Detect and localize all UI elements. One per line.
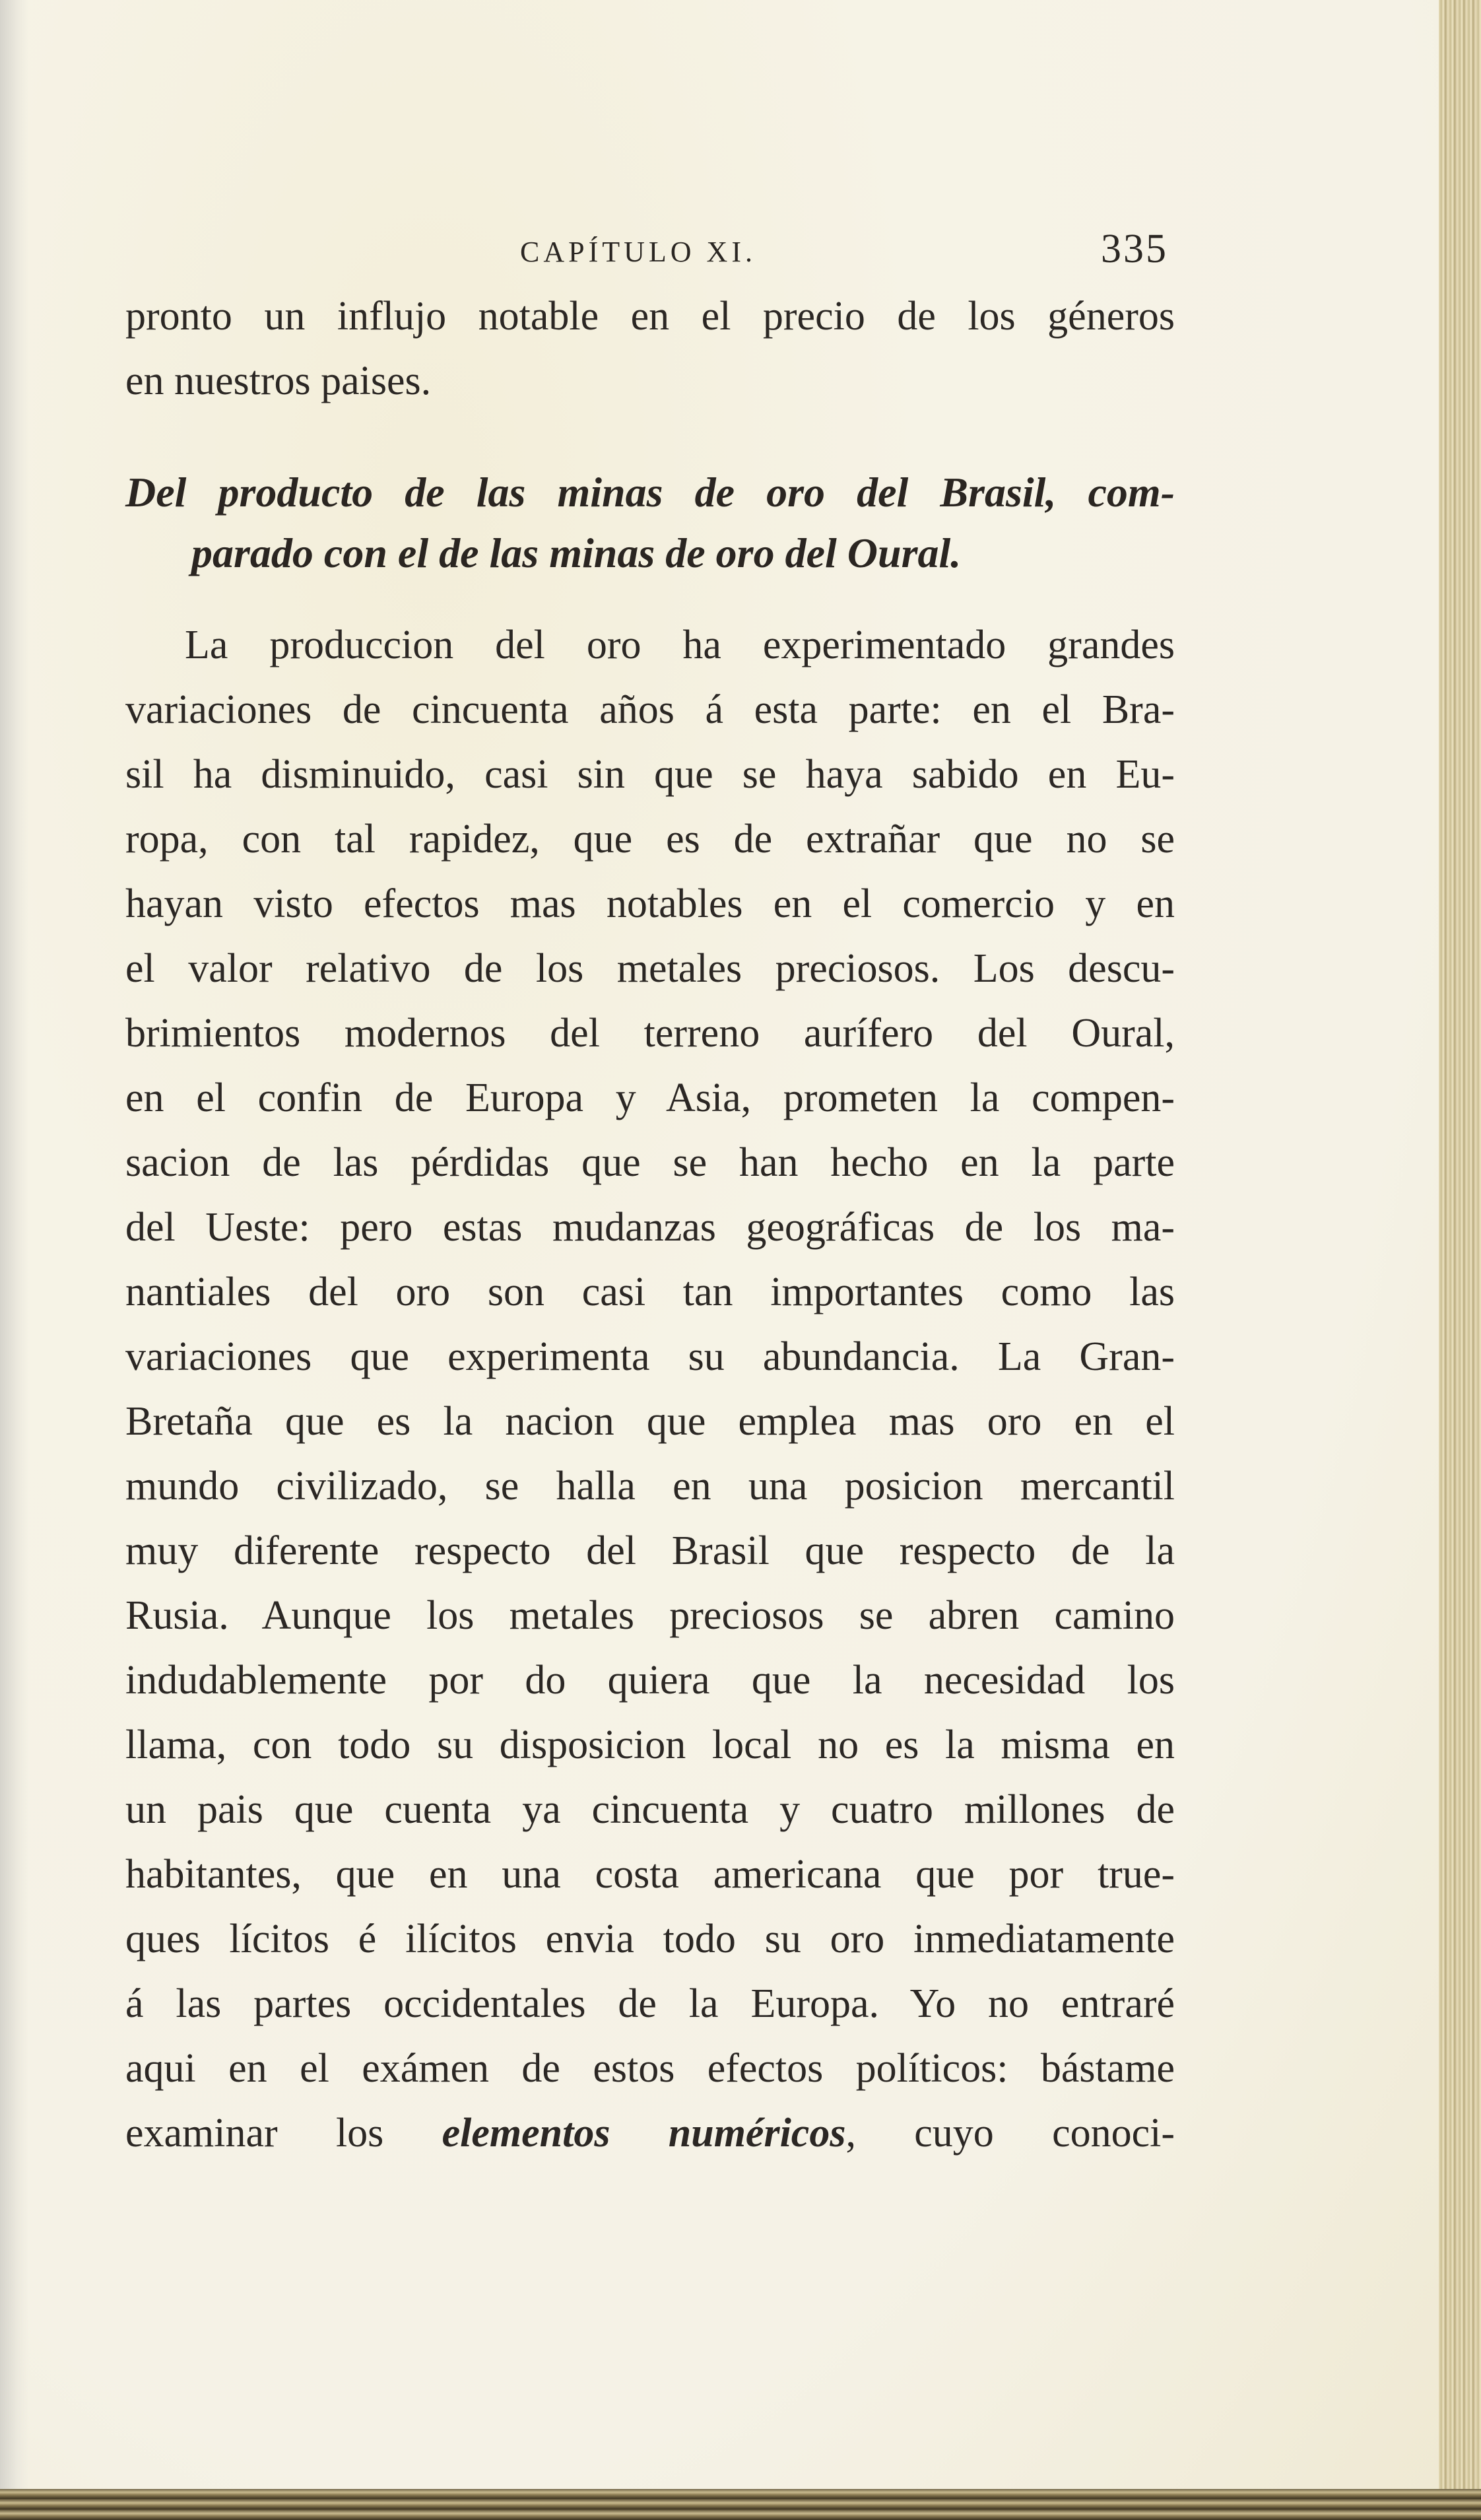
heading-line: Del producto de las minas de oro del Brasil, com- (125, 469, 1175, 516)
body-paragraph (125, 613, 1175, 2165)
page-bottom-edge (0, 2489, 1481, 2520)
text-line-with-emphasis (125, 2101, 1175, 2165)
text-line: sil ha disminuido, casi sin que se haya sabido en Eu- (125, 752, 1175, 797)
text-line: ques lícitos é ilícitos envia todo su oro inmediatamente (125, 1917, 1175, 1961)
text-line: el valor relativo de los metales preciosos. Los descu- (125, 946, 1175, 991)
running-head (125, 226, 1168, 283)
text-line: á las partes occidentales de la Europa. Yo no entraré (125, 1981, 1175, 2026)
text-line: brimientos modernos del terreno aurífero del Oural, (125, 1011, 1175, 1056)
text-line: mundo civilizado, se halla en una posicion mercantil (125, 1464, 1175, 1509)
page-gutter (0, 0, 29, 2489)
text-line: aqui en el exámen de estos efectos políticos: bástame (125, 2046, 1175, 2091)
text-segment: , cuyo conoci- (845, 2111, 1175, 2156)
text-line: pronto un influjo notable en el precio de los géneros (125, 294, 1175, 339)
text-line: en el confin de Europa y Asia, prometen la compen- (125, 1075, 1175, 1120)
text-line: variaciones de cincuenta años á esta parte: en el Bra- (125, 687, 1175, 732)
text-line: llama, con todo su disposicion local no es la misma en (125, 1722, 1175, 1767)
text-block (125, 284, 1175, 2165)
text-line: La produccion del oro ha experimentado grandes (185, 623, 1175, 667)
text-line: nantiales del oro son casi tan importantes como las (125, 1270, 1175, 1314)
text-line: muy diferente respecto del Brasil que respecto de la (125, 1528, 1175, 1573)
page-number: 335 (1101, 226, 1168, 271)
text-line: habitantes, que en una costa americana que por true- (125, 1852, 1175, 1897)
section-heading (125, 462, 1175, 584)
chapter-title: CAPÍTULO XI. (520, 236, 756, 268)
text-line: Rusia. Aunque los metales preciosos se abren camino (125, 1593, 1175, 1638)
text-line: en nuestros paises. (125, 358, 432, 403)
text-segment: examinar los (125, 2111, 442, 2156)
text-line: del Ueste: pero estas mudanzas geográficas de los ma- (125, 1205, 1175, 1250)
text-line: hayan visto efectos mas notables en el comercio y en (125, 881, 1175, 926)
text-line: un pais que cuenta ya cincuenta y cuatro millones de (125, 1787, 1175, 1832)
text-line: sacion de las pérdidas que se han hecho en la parte (125, 1140, 1175, 1185)
text-line: indudablemente por do quiera que la necesidad los (125, 1658, 1175, 1703)
heading-line: parado con el de las minas de oro del Oural. (191, 529, 962, 576)
text-line: ropa, con tal rapidez, que es de extrañar que no se (125, 817, 1175, 862)
continuation-paragraph (125, 284, 1175, 413)
page-fore-edge (1439, 0, 1481, 2520)
text-line: variaciones que experimenta su abundancia. La Gran- (125, 1334, 1175, 1379)
emphasized-text: elementos numéricos (442, 2111, 846, 2156)
text-line: Bretaña que es la nacion que emplea mas oro en el (125, 1399, 1175, 1444)
